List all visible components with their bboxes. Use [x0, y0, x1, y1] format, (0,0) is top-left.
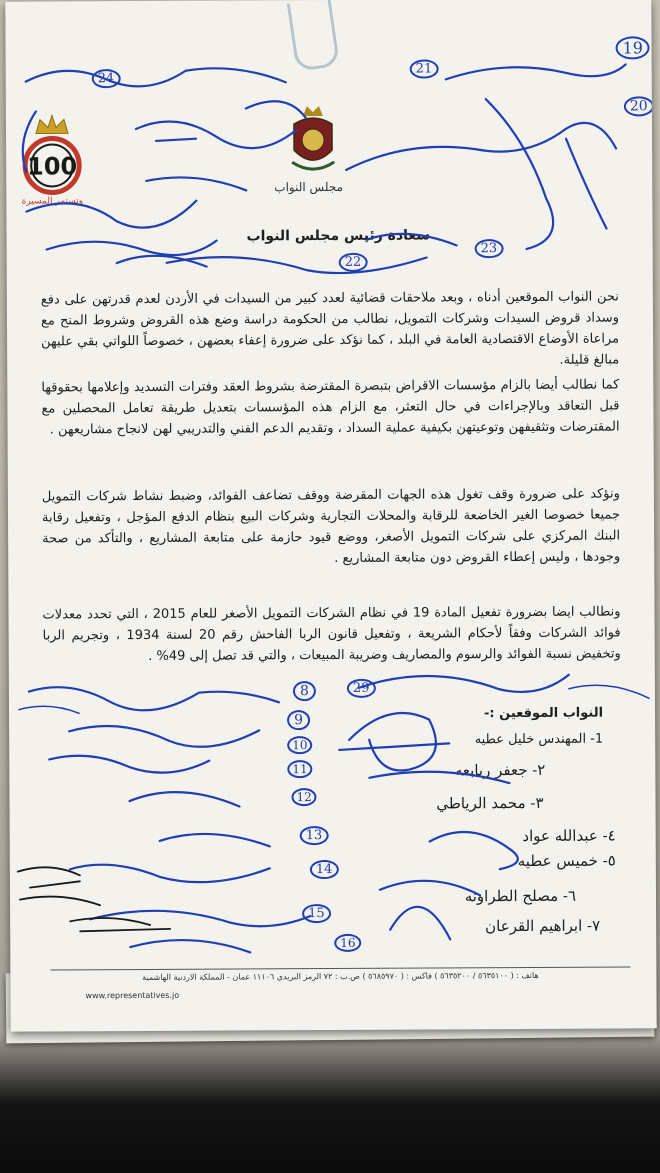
handwritten-number: 13	[300, 826, 329, 845]
paragraph-2: كما نطالب أيضا بالزام مؤسسات الاقراض بتبصرة المقترضة بشروط العقد وفترات التسديد وإعلامها بحقوقها قبل التعاقد وبالإجراءات في حال التعثر، مع الزام هذه المؤسسات بتعديل طريقة تعامل المحصلين مع المقترضات وتثقيفهن وتوعيتهن بكيفية عملية السداد ، وتقديم الدعم الفني والتدريبي لهن لانجاح مشاريعهن .	[41, 377, 620, 438]
paragraph-1: نحن النواب الموقعين أدناه ، وبعد ملاحقات قضائية لعدد كبير من السيدات في الأردن لعدم قدرتهن على دفع وسداد قروض السيدات وشركات التمويل، نطالب من الحكومة دراسة وضع هذه القروض وشروط المنح مع مراعاة الأوضاع الاقتصادية العامة في البلد ، كما نؤكد على ضرورة إعفاء بعضهن ، خصوصاً اللواتي بقي عليهن مبالغ قليلة.	[40, 289, 620, 368]
logo-number: 100	[27, 152, 78, 181]
handwritten-number: 19	[615, 36, 649, 59]
handwritten-number: 12	[291, 788, 316, 806]
handwritten-number: 23	[475, 239, 504, 258]
handwritten-number: 22	[339, 253, 368, 272]
footer-contact: هاتف : ( ٥٦٣٥١٠٠ / ٥٦٣٥٢٠٠ ) فاكس : ( ٥٦٨٥٩٧٠ ) ص.ب : ٧٢ الرمز البريدي ١١١٠٦ عمان - المملكة الاردنية الهاشمية	[142, 970, 539, 982]
signer-4: ٤- عبدالله عواد	[522, 826, 616, 846]
signers-title: النواب الموقعين :-	[483, 705, 604, 722]
signer-2: ٢- جعفر ربابعه	[454, 760, 546, 780]
signature-scribble-bottom	[17, 674, 650, 953]
handwritten-number: 9	[287, 710, 310, 730]
signer-5: ٥- خميس عطيه	[517, 851, 616, 871]
handwritten-number: 14	[310, 860, 339, 879]
paragraph-4: ونطالب ايضا بضرورة تفعيل المادة 19 في نظام الشركات التمويل الأصغر للعام 2015 ، التي تحدد معدلات فوائد الشركات وفقاً لأحكام الشريعة ، وتفعيل قانون الربا الفاحش رقم 20 لسنة 1934 ، وتجريم الربا وتخفيض نسبة الفوائد والرسوم والمصاريف وضريبة المبيعات ، والتي قد تصل إلى 49% .	[42, 604, 621, 664]
footer-website: www.representatives.jo	[85, 990, 180, 1001]
signer-6: ٦- مصلح الطراونه	[464, 886, 577, 906]
addressee: سعادة رئيس مجلس النواب	[246, 227, 431, 245]
handwritten-number: 29	[347, 679, 376, 698]
paragraph-3: ونؤكد على ضرورة وقف تغول هذه الجهات المقرضة ووقف تضاعف الفوائد، وضبط نشاط شركات التمويل جميعا خصوصا الغير الخاضعة للرقابة والمحلات التجارية وشركات البيع بنظام الدفع المؤجل ، وتفعيل رقابة البنك المركزي على شركات التمويل الأصغر، ووضع قيود حازمة على متابعة المشاريع ، والتأكد من صحة وجودها ، وليس إعطاء القروض دون متابعة المشاريع .	[41, 486, 621, 566]
handwritten-number: 11	[287, 760, 312, 778]
letter-page	[5, 0, 656, 1032]
signer-1: 1- المهندس خليل عطيه	[474, 731, 604, 748]
handwritten-number: 15	[302, 904, 331, 923]
handwritten-number: 24	[92, 69, 121, 88]
signature-scribbles	[5, 0, 656, 1032]
signer-3: ٣- محمد الرياطي	[436, 793, 544, 813]
handwritten-number: 21	[410, 59, 439, 78]
handwritten-number: 16	[334, 934, 361, 952]
signer-7: ٧- ابراهيم القرعان	[485, 916, 601, 936]
council-caption: مجلس النواب	[274, 179, 344, 195]
handwritten-number: 10	[287, 736, 312, 754]
handwritten-number: 20	[624, 96, 654, 116]
handwritten-number: 8	[293, 681, 316, 701]
logo-caption: وتستمر المسيرة	[21, 196, 84, 207]
signature-scribble-top	[22, 64, 626, 274]
